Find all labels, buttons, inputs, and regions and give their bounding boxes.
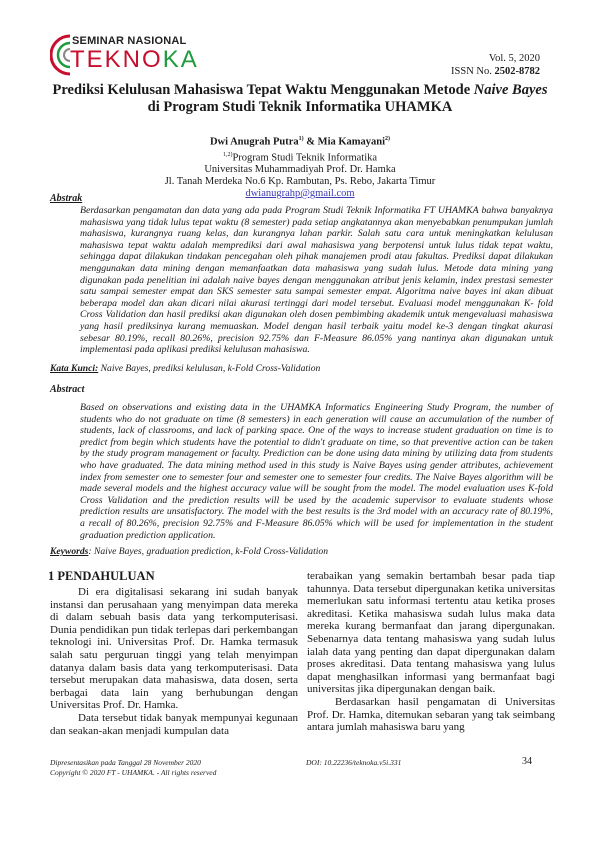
footer-left <box>50 758 216 778</box>
paper-title: Prediksi Kelulusan Mahasiswa Tepat Waktu Menggunakan Metode Naive Bayes di Program Studi Teknik Informatika UHAMKA <box>52 82 548 115</box>
abstract-heading: Abstract <box>50 384 85 395</box>
paragraph: Di era digitalisasi sekarang ini sudah banyak instansi dan perusahaan yang menyimpan data mereka di dalam sebuah basis data yang terkomputerisasi. Dunia pendidikan pun tidak terlepas dari perkembangan teknologi ini. Universitas Prof. Dr. Hamka termasuk salah satu perguruan tinggi yang telah menyimpan datanya dalam basis data yang terkomputerisasi. Data tersebut merupakan data mahasiswa, data dosen, serta berbagai data lain yang berhubungan dengan Universitas Prof. Dr. Hamka. <box>50 586 298 712</box>
affiliation-program: $^{1,2)}$Program Studi Teknik Informatika <box>222 151 378 163</box>
paragraph: Data tersebut tidak banyak mempunyai kegunaan dan seakan-akan menjadi kumpulan data <box>50 711 298 737</box>
authors-block <box>50 133 550 200</box>
author-names: Dwi Anugrah Putra$^{1)}$ & Mia Kamayani$^{2)}$ <box>209 136 391 148</box>
left-column <box>50 586 298 737</box>
logo-arcs-icon <box>50 33 72 77</box>
teknoka-logo <box>50 33 210 78</box>
affiliation-university: Universitas Muhammadiyah Prof. Dr. Hamka <box>204 164 396 175</box>
abstrak-heading: Abstrak <box>50 193 83 204</box>
section-heading-pendahuluan: 1 PENDAHULUAN <box>48 569 155 583</box>
logo-top-text: SEMINAR NASIONAL <box>72 35 187 47</box>
presented-date: Dipresentasikan pada Tanggal 28 November 2020 <box>50 758 201 767</box>
volume-info <box>451 52 540 78</box>
abstrak-body: Berdasarkan pengamatan dan data yang ada pada Program Studi Teknik Informatika FT UHAMKA bahwa banyaknya mahasiswa yang tidak lulus tepat waktu (8 semester) pada setiap angkatannya akan menyebabkan penumpukan jumlah mahasiswa, kurangnya ruang kelas, dan kurangnya lahan parkir. Salah satu cara untuk meningkatkan kelulusan mahasiswa tepat waktu adalah memprediksi dari awal mahasiswa yang berpotensi untuk lulus tidak tepat waktu, sehingga dapat dilakukan tindakan pencegahan oleh pihak manajemen prodi atau fakultas. Prediksi dapat dilakukan menggunakan data mining dengan memanfaatkan data mahasiswa yang sudah lulus. Metode data mining yang digunakan pada penelitian ini adalah naive bayes dengan menggunakan atribut jenis kelamin, index prestasi semester satu sampai semester empat dan SKS semester satu sampai semester empat. Algoritma naive bayes ini akan dibuat beberapa model dan akan dicari nilai akurasi tertinggi dari model tersebut. Evaluasi model menggunakan K- fold Cross Validation dan hasil prediksi akan digunakan oleh dosen pembimbing akademik untuk mengevaluasi mahasiswa yang hasil prediksinya kurang memuaskan. Model dengan hasil terbaik yaitu model ke-3 dengan tingkat akurasi sebesar 80.19%, recall 80.26%, precision 92.75% dan F-Measure 86.05% yang nantinya akan digunakan untuk implementasi pada aplikasi prediksi kelulusan mahasiswa. <box>80 205 553 356</box>
abstract-body: Based on observations and existing data in the UHAMKA Informatics Engineering Study Program, the number of students who do not graduate on time (8 semesters) in each generation will cause an accumulation of the number of students, lack of classrooms, and lack of parking space. One of the ways to increase student graduation on time is to predict from begin which students have the potential to didn't graduate on time, so that preventive action can be taken by the study program management or faculty. Prediction can be done using data mining by utilizing data from students who have graduated. The data mining method used in this study is Naive Bayes using gender attributes, achievement index from semester one to semester four and semester one to semester four credits. The Naive Bayes algorithm will be made several models and the highest accuracy value will be sought from the model. The model evaluation uses K-fold Cross Validation and the prediction results will be used by the academic supervisor to evaluate students whose prediction results are unsatisfactory. The model with the best results is the 3rd model with an accuracy rate of 80.19%, a recall of 80.26%, precision 92.75% and F-Measure 86.05% which will be used for implementation in the student graduation prediction application. <box>80 402 553 541</box>
affiliation-address: Jl. Tanah Merdeka No.6 Kp. Rambutan, Ps. Rebo, Jakarta Timur <box>164 176 436 187</box>
copyright: Copyright © 2020 FT - UHAMKA. - All rights reserved <box>50 768 217 777</box>
paragraph: Berdasarkan hasil pengamatan di Universitas Prof. Dr. Hamka, ditemukan sebaran yang tak seimbang antara jumlah mahasiswa baru yang <box>307 695 555 734</box>
logo-main-text: TEKNOKA <box>70 46 199 73</box>
paragraph: terabaikan yang semakin bertambah besar pada tiap tahunnya. Data tersebut dipergunakan ketika universitas memerlukan satu informasi tertentu atau ketika proses akreditasi. Ketika mahasiswa sudah lulus maka data mereka kurang bermanfaat dan jarang dipergunakan. Sebenarnya data tentang mahasiswa yang sudah lulus ialah data yang penting dan dapat dipergunakan dalam proses akreditasi. Data tentang mahasiswa yang lulus dapat menghasilkan informasi yang bermanfaat bagi universitas jika dipergunakan dengan baik. <box>307 570 555 696</box>
doi: DOI: 10.22236/teknoka.v5i.331 <box>306 758 402 767</box>
right-column <box>307 570 555 734</box>
kata-kunci: Kata Kunci: Naive Bayes, prediksi kelulusan, k-Fold Cross-Validation <box>50 363 321 374</box>
keywords: Keywords: Naive Bayes, graduation prediction, k-Fold Cross-Validation <box>50 546 329 557</box>
page-number: 34 <box>522 756 532 767</box>
issn: ISSN No. 2502-8782 <box>451 66 540 77</box>
volume: Vol. 5, 2020 <box>488 53 540 64</box>
author-email-link[interactable]: dwianugrahp@gmail.com <box>245 188 355 199</box>
